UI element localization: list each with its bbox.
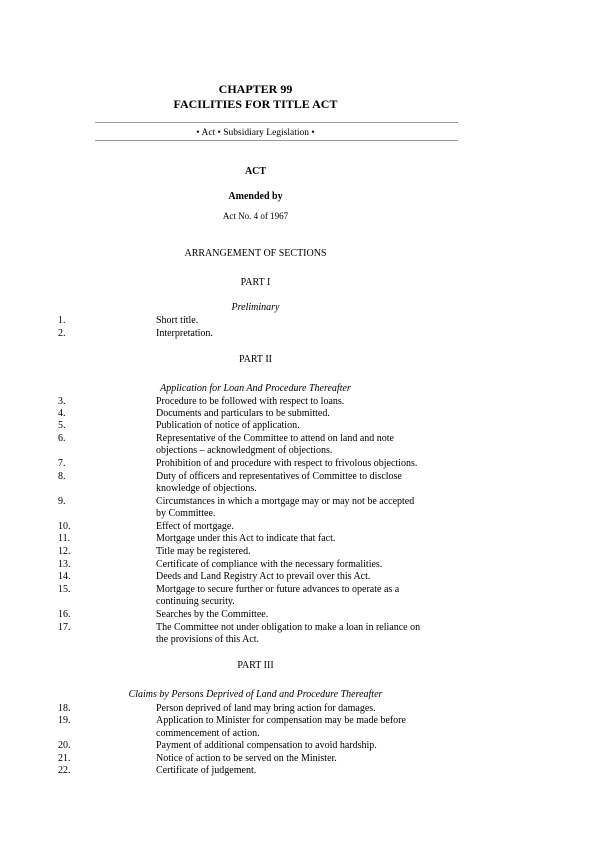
section-number: 4. bbox=[58, 408, 66, 419]
bottom-divider bbox=[95, 140, 458, 141]
section-title: Documents and particulars to be submitted. bbox=[156, 408, 330, 419]
section-number: 17. bbox=[58, 622, 71, 633]
section-number: 2. bbox=[58, 328, 66, 339]
subsidiary-legislation-link[interactable]: Subsidiary Legislation bbox=[223, 128, 310, 138]
bullet-icon: • bbox=[311, 128, 315, 138]
section-title: Searches by the Committee. bbox=[156, 609, 269, 620]
section-title: Person deprived of land may bring action for damages. bbox=[156, 703, 376, 714]
section-title: Interpretation. bbox=[156, 328, 213, 339]
arrangement-heading: ARRANGEMENT OF SECTIONS bbox=[184, 248, 327, 259]
amendment-reference: Act No. 4 of 1967 bbox=[222, 211, 289, 221]
section-number: 9. bbox=[58, 496, 66, 507]
act-heading: ACT bbox=[244, 166, 267, 177]
part-label: PART II bbox=[238, 354, 273, 365]
act-link[interactable]: Act bbox=[201, 128, 216, 138]
section-number: 3. bbox=[58, 396, 66, 407]
section-title: Payment of additional compensation to avoid hardship. bbox=[156, 740, 377, 751]
section-number: 13. bbox=[58, 559, 71, 570]
section-number: 19. bbox=[58, 715, 71, 726]
section-title: Title may be registered. bbox=[156, 546, 251, 557]
section-number: 7. bbox=[58, 458, 66, 469]
section-title-continued: continuing security. bbox=[156, 596, 235, 607]
section-number: 20. bbox=[58, 740, 71, 751]
section-number: 21. bbox=[58, 753, 71, 764]
part-subtitle: Preliminary bbox=[231, 302, 280, 313]
section-title: Deeds and Land Registry Act to prevail over this Act. bbox=[156, 571, 371, 582]
section-title: Mortgage under this Act to indicate that fact. bbox=[156, 533, 336, 544]
section-title: Certificate of judgement. bbox=[156, 765, 257, 776]
section-title-continued: the provisions of this Act. bbox=[156, 634, 260, 645]
section-number: 10. bbox=[58, 521, 71, 532]
part-label: PART I bbox=[240, 277, 271, 288]
part-label: PART III bbox=[237, 660, 274, 671]
section-title: Circumstances in which a mortgage may or may not be accepted bbox=[156, 496, 415, 507]
nav-links bbox=[0, 127, 511, 139]
section-title: Procedure to be followed with respect to loans. bbox=[156, 396, 345, 407]
top-divider bbox=[95, 122, 458, 123]
part-subtitle: Claims by Persons Deprived of Land and Procedure Thereafter bbox=[128, 689, 383, 700]
section-title: Notice of action to be served on the Minister. bbox=[156, 753, 337, 764]
section-number: 15. bbox=[58, 584, 71, 595]
amended-by-label: Amended by bbox=[228, 191, 283, 202]
part-subtitle: Application for Loan And Procedure Thereafter bbox=[160, 383, 351, 394]
section-number: 11. bbox=[58, 533, 71, 544]
section-number: 6. bbox=[58, 433, 66, 444]
section-number: 18. bbox=[58, 703, 71, 714]
section-title: Publication of notice of application. bbox=[156, 420, 300, 431]
bullet-icon: • bbox=[196, 128, 200, 138]
section-title-continued: by Committee. bbox=[156, 508, 216, 519]
section-title: Duty of officers and representatives of Committee to disclose bbox=[156, 471, 402, 482]
section-number: 12. bbox=[58, 546, 71, 557]
section-title: Certificate of compliance with the necessary formalities. bbox=[156, 559, 383, 570]
bullet-icon: • bbox=[217, 128, 221, 138]
section-title-continued: knowledge of objections. bbox=[156, 483, 257, 494]
section-title-continued: commencement of action. bbox=[156, 728, 260, 739]
section-title: Prohibition of and procedure with respect to frivolous objections. bbox=[156, 458, 418, 469]
chapter-number: CHAPTER 99 bbox=[218, 82, 293, 96]
section-number: 22. bbox=[58, 765, 71, 776]
section-number: 5. bbox=[58, 420, 66, 431]
section-title: The Committee not under obligation to make a loan in reliance on bbox=[156, 622, 421, 633]
section-number: 1. bbox=[58, 315, 66, 326]
section-number: 8. bbox=[58, 471, 66, 482]
section-title: Application to Minister for compensation may be made before bbox=[156, 715, 406, 726]
section-number: 14. bbox=[58, 571, 71, 582]
section-title-continued: objections – acknowledgment of objections. bbox=[156, 445, 333, 456]
section-title: Effect of mortgage. bbox=[156, 521, 234, 532]
section-number: 16. bbox=[58, 609, 71, 620]
section-title: Short title. bbox=[156, 315, 199, 326]
act-title: FACILITIES FOR TITLE ACT bbox=[173, 97, 338, 111]
section-title: Representative of the Committee to attend on land and note bbox=[156, 433, 394, 444]
section-title: Mortgage to secure further or future advances to operate as a bbox=[156, 584, 400, 595]
